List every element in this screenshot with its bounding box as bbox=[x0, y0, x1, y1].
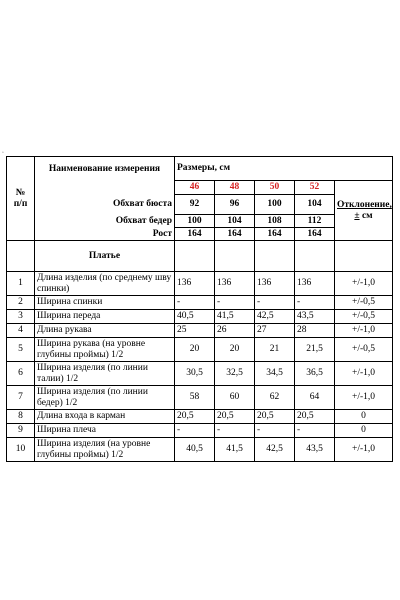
table-row bbox=[7, 324, 393, 338]
deviation-value: +/-0,5 bbox=[335, 310, 393, 324]
table-row bbox=[7, 424, 393, 438]
measurement-value-48: 20,5 bbox=[215, 410, 255, 424]
bust-label: Обхват бюста bbox=[35, 195, 175, 215]
measurement-value-48: 32,5 bbox=[215, 362, 255, 386]
measurement-value-52: 64 bbox=[295, 386, 335, 410]
measurement-value-50: 27 bbox=[255, 324, 295, 338]
row-number: 2 bbox=[7, 296, 35, 310]
row-number: 4 bbox=[7, 324, 35, 338]
measurement-value-52: 21,5 bbox=[295, 338, 335, 362]
measurement-value-48: 136 bbox=[215, 272, 255, 296]
hips-46: 100 bbox=[175, 215, 215, 228]
bust-48: 96 bbox=[215, 195, 255, 215]
deviation-value: +/-1,0 bbox=[335, 386, 393, 410]
measurement-value-48: 41,5 bbox=[215, 310, 255, 324]
deviation-value: +/-1,0 bbox=[335, 272, 393, 296]
measurement-value-50: 42,5 bbox=[255, 438, 295, 462]
header-spacer bbox=[35, 181, 175, 195]
measurement-name: Длина входа в карман bbox=[35, 410, 175, 424]
measurement-value-48: - bbox=[215, 424, 255, 438]
measurement-value-50: 21 bbox=[255, 338, 295, 362]
deviation-unit: см bbox=[361, 210, 373, 221]
measurement-value-48: 60 bbox=[215, 386, 255, 410]
row-number: 9 bbox=[7, 424, 35, 438]
measurement-value-50: 34,5 bbox=[255, 362, 295, 386]
measurement-name: Ширина изделия (по линии талии) 1/2 bbox=[35, 362, 175, 386]
height-46: 164 bbox=[175, 228, 215, 241]
hips-label: Обхват бедер bbox=[35, 215, 175, 228]
deviation-value: +/-1,0 bbox=[335, 324, 393, 338]
deviation-value: +/-0,5 bbox=[335, 296, 393, 310]
deviation-header bbox=[335, 181, 393, 241]
deviation-value: +/-1,0 bbox=[335, 362, 393, 386]
deviation-value: 0 bbox=[335, 410, 393, 424]
measurement-value-46: 20,5 bbox=[175, 410, 215, 424]
section-title: Платье bbox=[35, 241, 175, 272]
measurement-value-46: 25 bbox=[175, 324, 215, 338]
measurement-value-46: - bbox=[175, 424, 215, 438]
hips-52: 112 bbox=[295, 215, 335, 228]
measurement-value-50: 42,5 bbox=[255, 310, 295, 324]
corner-mark: o bbox=[2, 150, 4, 154]
size-52: 52 bbox=[295, 181, 335, 195]
table-row bbox=[7, 410, 393, 424]
measurement-value-46: - bbox=[175, 296, 215, 310]
measurement-value-52: 136 bbox=[295, 272, 335, 296]
table-row bbox=[7, 362, 393, 386]
measurement-name: Ширина спинки bbox=[35, 296, 175, 310]
deviation-label: Отклонение, bbox=[337, 200, 392, 211]
bust-52: 104 bbox=[295, 195, 335, 215]
deviation-value: +/-1,0 bbox=[335, 438, 393, 462]
section-number-cell bbox=[7, 241, 35, 272]
measurement-value-50: - bbox=[255, 424, 295, 438]
header-row-title bbox=[7, 157, 393, 181]
sizes-header: Размеры, см bbox=[175, 157, 393, 181]
height-52: 164 bbox=[295, 228, 335, 241]
table-row bbox=[7, 438, 393, 462]
measurement-value-52: - bbox=[295, 296, 335, 310]
measurement-value-46: 30,5 bbox=[175, 362, 215, 386]
measurement-name: Ширина переда bbox=[35, 310, 175, 324]
row-number-header: № п/п bbox=[7, 157, 35, 241]
measurement-value-46: 40,5 bbox=[175, 310, 215, 324]
row-number: 1 bbox=[7, 272, 35, 296]
measurement-value-52: 43,5 bbox=[295, 438, 335, 462]
size-46: 46 bbox=[175, 181, 215, 195]
row-number: 7 bbox=[7, 386, 35, 410]
measurement-value-46: 58 bbox=[175, 386, 215, 410]
measurement-value-52: 43,5 bbox=[295, 310, 335, 324]
section-empty-4 bbox=[295, 241, 335, 272]
row-number: 5 bbox=[7, 338, 35, 362]
row-number: 8 bbox=[7, 410, 35, 424]
height-48: 164 bbox=[215, 228, 255, 241]
measure-name-header: Наименование измерения bbox=[35, 157, 175, 181]
header-row-sizes bbox=[7, 181, 393, 195]
measurement-value-50: 20,5 bbox=[255, 410, 295, 424]
measurement-value-52: - bbox=[295, 424, 335, 438]
measurement-value-46: 40,5 bbox=[175, 438, 215, 462]
measurement-value-50: 62 bbox=[255, 386, 295, 410]
section-empty-2 bbox=[215, 241, 255, 272]
size-48: 48 bbox=[215, 181, 255, 195]
measurement-name: Ширина рукава (на уровне глубины проймы) 1/2 bbox=[35, 338, 175, 362]
measurement-value-52: 20,5 bbox=[295, 410, 335, 424]
row-number: 3 bbox=[7, 310, 35, 324]
table-row bbox=[7, 386, 393, 410]
section-empty-1 bbox=[175, 241, 215, 272]
measurement-value-46: 20 bbox=[175, 338, 215, 362]
table-row bbox=[7, 310, 393, 324]
measurement-value-52: 36,5 bbox=[295, 362, 335, 386]
hips-50: 108 bbox=[255, 215, 295, 228]
measurement-name: Ширина плеча bbox=[35, 424, 175, 438]
measurement-value-50: 136 bbox=[255, 272, 295, 296]
measurement-value-48: 26 bbox=[215, 324, 255, 338]
size-specification-table bbox=[6, 156, 393, 462]
measurement-name: Ширина изделия (на уровне глубины проймы) 1/2 bbox=[35, 438, 175, 462]
measurement-value-52: 28 bbox=[295, 324, 335, 338]
row-number: 6 bbox=[7, 362, 35, 386]
measurement-value-48: 20 bbox=[215, 338, 255, 362]
height-50: 164 bbox=[255, 228, 295, 241]
size-50: 50 bbox=[255, 181, 295, 195]
height-label: Рост bbox=[35, 228, 175, 241]
row-number: 10 bbox=[7, 438, 35, 462]
table-row bbox=[7, 272, 393, 296]
table-row bbox=[7, 338, 393, 362]
section-empty-5 bbox=[335, 241, 393, 272]
section-empty-3 bbox=[255, 241, 295, 272]
measurement-name: Ширина изделия (по линии бедер) 1/2 bbox=[35, 386, 175, 410]
bust-50: 100 bbox=[255, 195, 295, 215]
table-row bbox=[7, 296, 393, 310]
measurement-value-48: 41,5 bbox=[215, 438, 255, 462]
deviation-value: +/-0,5 bbox=[335, 338, 393, 362]
measurement-value-46: 136 bbox=[175, 272, 215, 296]
measurement-name: Длина изделия (по среднему шву спинки) bbox=[35, 272, 175, 296]
deviation-value: 0 bbox=[335, 424, 393, 438]
measurement-value-48: - bbox=[215, 296, 255, 310]
measurement-name: Длина рукава bbox=[35, 324, 175, 338]
bust-46: 92 bbox=[175, 195, 215, 215]
section-row bbox=[7, 241, 393, 272]
measurement-value-50: - bbox=[255, 296, 295, 310]
hips-48: 104 bbox=[215, 215, 255, 228]
deviation-sign: ± bbox=[354, 210, 360, 221]
